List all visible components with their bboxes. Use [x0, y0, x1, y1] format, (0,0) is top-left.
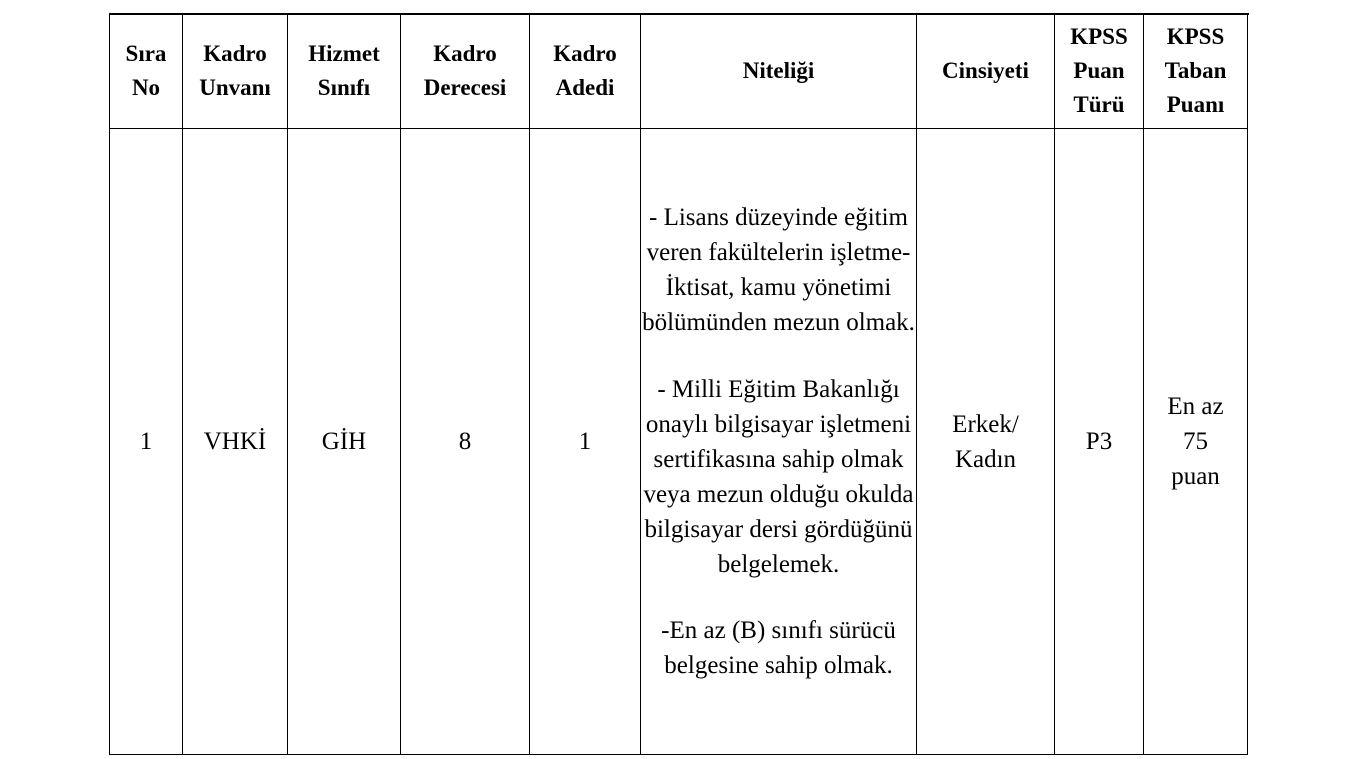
header-hizmet-sinifi: Hizmet Sınıfı [288, 14, 401, 129]
cell-kpss-taban-puani: En az 75 puan [1144, 129, 1248, 755]
header-kadro-adedi: Kadro Adedi [530, 14, 641, 129]
header-sira-no: Sıra No [110, 14, 183, 129]
table-row [110, 129, 1248, 755]
cell-kadro-derecesi: 8 [401, 129, 530, 755]
cell-niteligi [641, 129, 917, 755]
niteligi-paragraph: - Lisans düzeyinde eğitim veren fakültelerin işletme-İktisat, kamu yönetimi bölümünden mezun olmak. [642, 204, 915, 337]
cell-sira-no: 1 [110, 129, 183, 755]
cell-kpss-puan-turu: P3 [1055, 129, 1144, 755]
cell-kadro-unvani: VHKİ [183, 129, 288, 755]
header-niteligi: Niteliği [641, 14, 917, 129]
header-kpss-taban-puani: KPSS Taban Puanı [1144, 14, 1248, 129]
kadro-table [109, 13, 1248, 755]
header-kpss-puan-turu: KPSS Puan Türü [1055, 14, 1144, 129]
niteligi-paragraph: - Milli Eğitim Bakanlığı onaylı bilgisayar işletmeni sertifikasına sahip olmak veya mezun olduğu okulda bilgisayar dersi gördüğünü belgelemek. [643, 375, 914, 578]
header-kadro-derecesi: Kadro Derecesi [401, 14, 530, 129]
header-kadro-unvani: Kadro Unvanı [183, 14, 288, 129]
cell-hizmet-sinifi: GİH [288, 129, 401, 755]
cell-kadro-adedi: 1 [530, 129, 641, 755]
header-cinsiyeti: Cinsiyeti [917, 14, 1055, 129]
cell-cinsiyeti: Erkek/ Kadın [917, 129, 1055, 755]
table-header-row [110, 14, 1248, 129]
niteligi-paragraph: -En az (B) sınıfı sürücü belgesine sahip olmak. [661, 616, 896, 679]
